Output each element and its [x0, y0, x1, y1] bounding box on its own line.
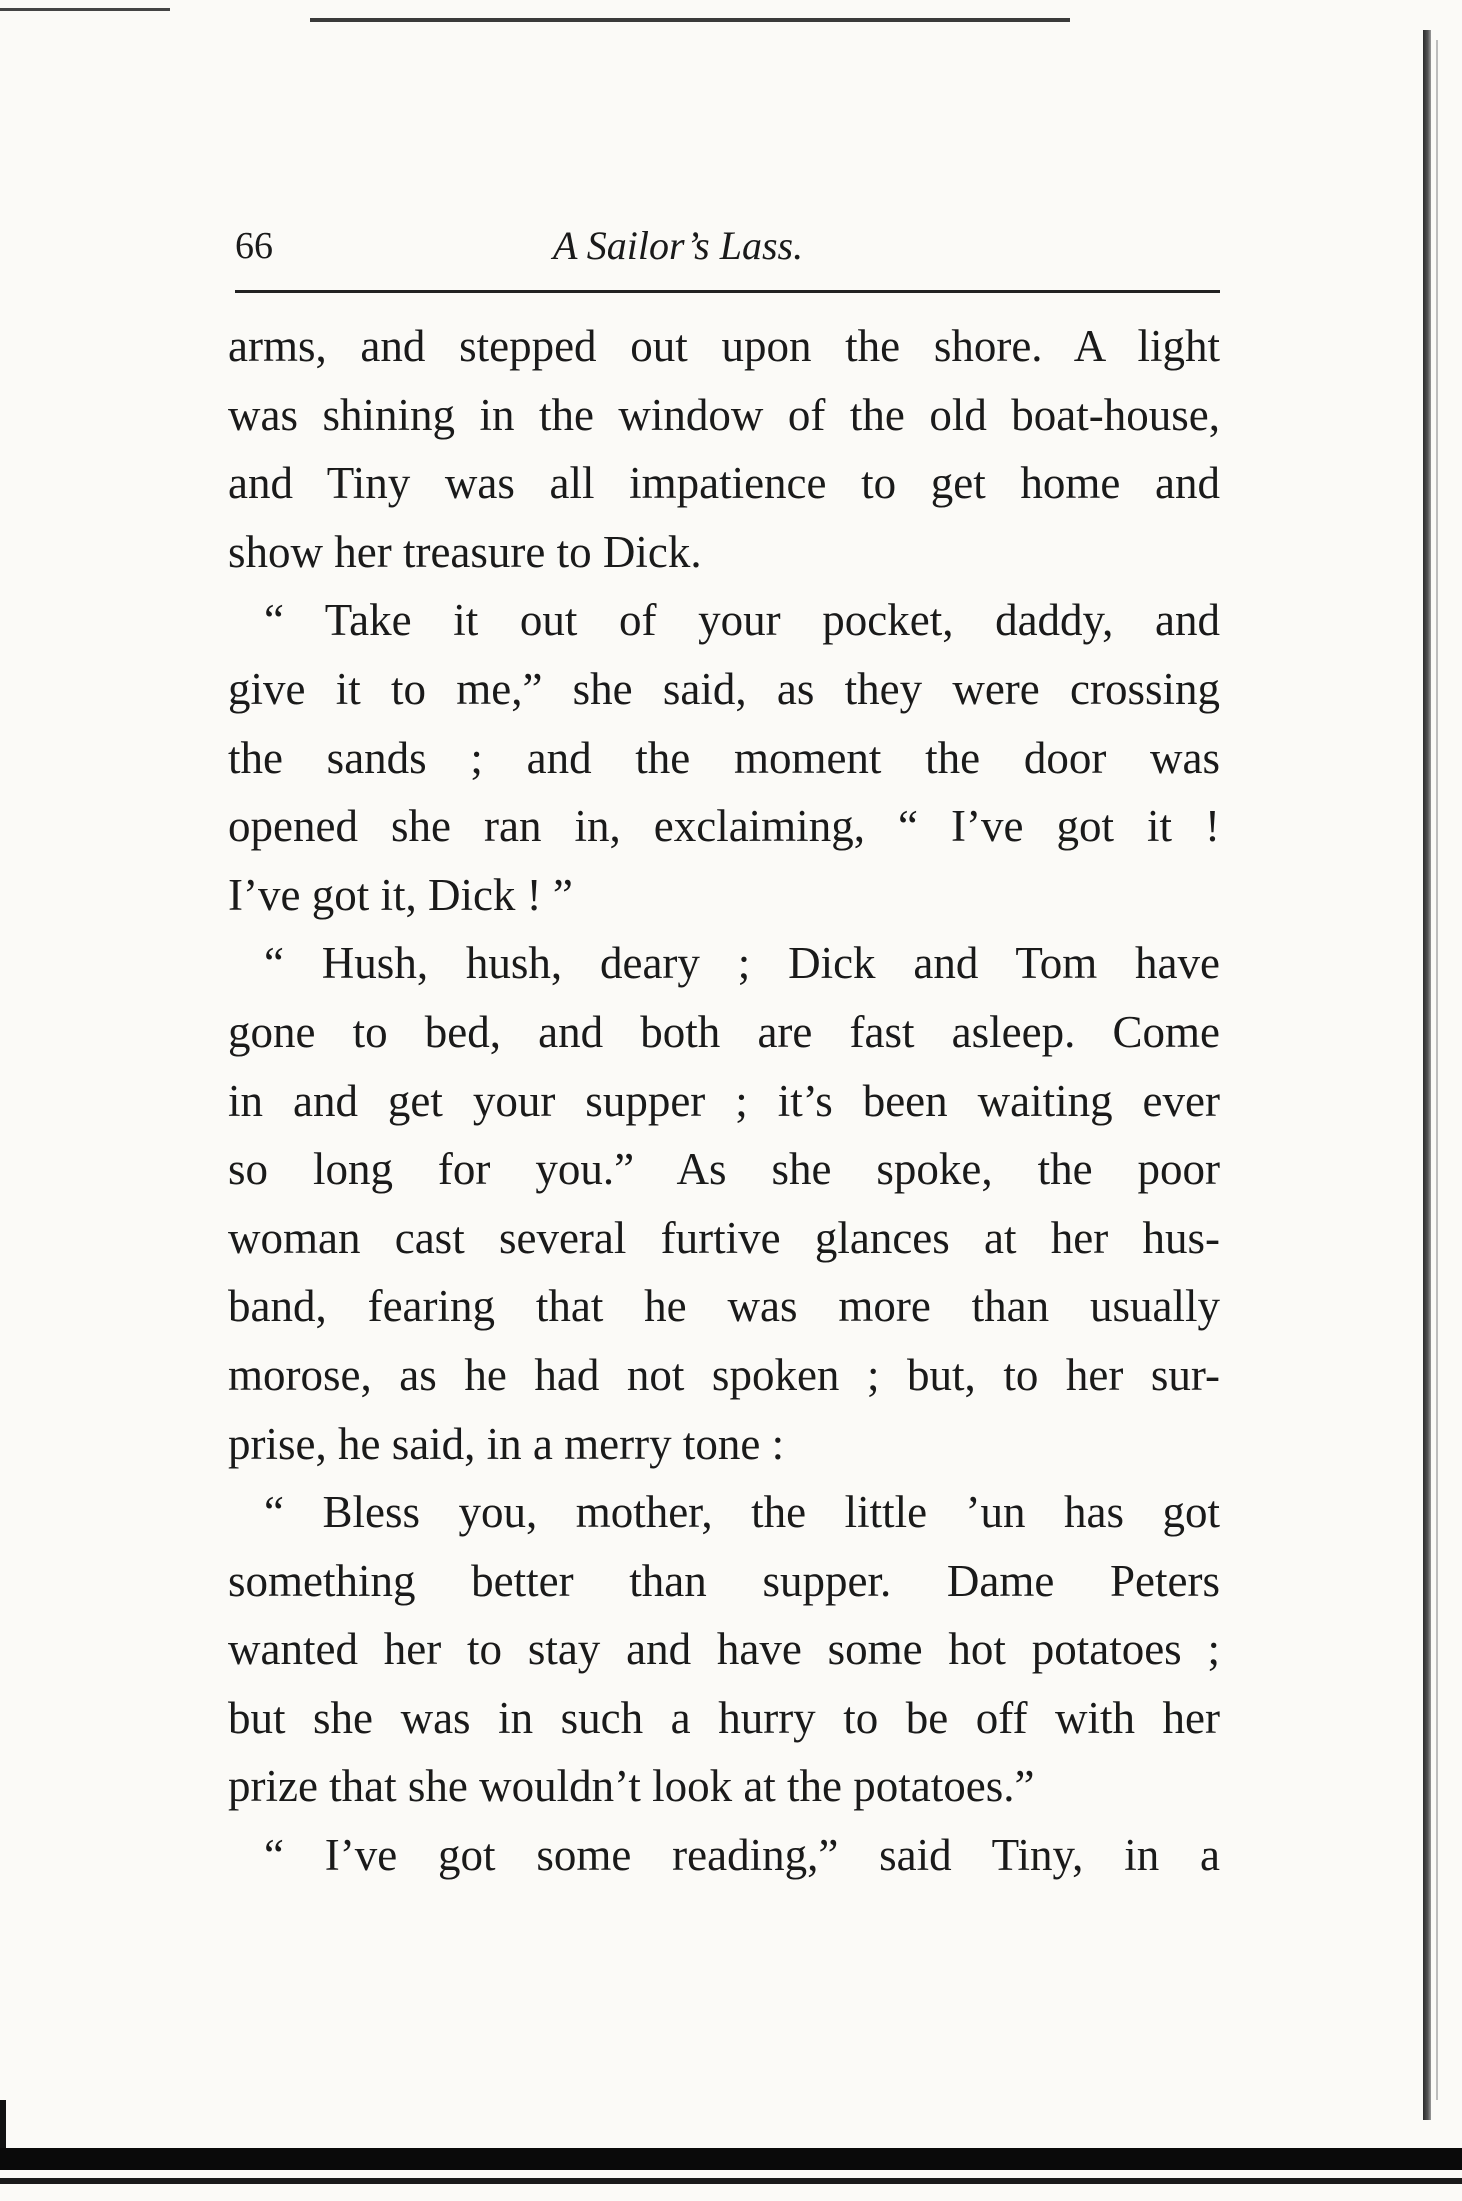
- scan-edge-mark: [0, 8, 170, 11]
- text-line: morose, as he had not spoken ; but, to her sur-: [228, 1349, 1220, 1400]
- page-edge-shadow: [1436, 40, 1438, 2100]
- text-line: opened she ran in, exclaiming, “ I’ve got it !: [228, 801, 1220, 852]
- text-line: “ Hush, hush, deary ; Dick and Tom have: [264, 938, 1220, 989]
- text-line: arms, and stepped out upon the shore. A light: [228, 321, 1220, 371]
- text-line: was shining in the window of the old boat-house,: [228, 389, 1220, 440]
- text-line: “ Bless you, mother, the little ’un has got: [264, 1487, 1220, 1538]
- text-line: the sands ; and the moment the door was: [228, 732, 1220, 783]
- book-title: A Sailor’s Lass.: [553, 223, 804, 268]
- text-line: I’ve got it, Dick ! ”: [228, 869, 573, 920]
- text-line: band, fearing that he was more than usually: [228, 1281, 1220, 1332]
- page-bottom-edge: [0, 2178, 1462, 2184]
- text-line: “ I’ve got some reading,” said Tiny, in a: [264, 1830, 1220, 1881]
- text-line: woman cast several furtive glances at her hus-: [228, 1212, 1220, 1263]
- text-line: but she was in such a hurry to be off with her: [228, 1692, 1220, 1743]
- text-line: and Tiny was all impatience to get home and: [228, 458, 1220, 509]
- text-line: “ Take it out of your pocket, daddy, and: [264, 595, 1220, 646]
- running-head: [235, 218, 1220, 274]
- scan-edge-mark: [310, 18, 1070, 22]
- text-line: so long for you.” As she spoke, the poor: [228, 1144, 1220, 1195]
- text-line: give it to me,” she said, as they were crossing: [228, 663, 1220, 714]
- page-edge-shadow: [1423, 30, 1431, 2120]
- page-number: 66: [235, 225, 273, 267]
- text-line: show her treasure to Dick.: [228, 526, 702, 577]
- text-line: gone to bed, and both are fast asleep. Come: [228, 1006, 1220, 1057]
- text-line: prise, he said, in a merry tone :: [228, 1418, 785, 1469]
- text-line: wanted her to stay and have some hot potatoes ;: [228, 1624, 1220, 1675]
- page-bottom-edge: [0, 2148, 1462, 2170]
- header-rule: [235, 290, 1220, 293]
- text-line: prize that she wouldn’t look at the potatoes.”: [228, 1761, 1035, 1812]
- text-line: something better than supper. Dame Peters: [228, 1555, 1220, 1606]
- text-line: in and get your supper ; it’s been waiting ever: [228, 1075, 1220, 1126]
- body-text: [228, 312, 1220, 1890]
